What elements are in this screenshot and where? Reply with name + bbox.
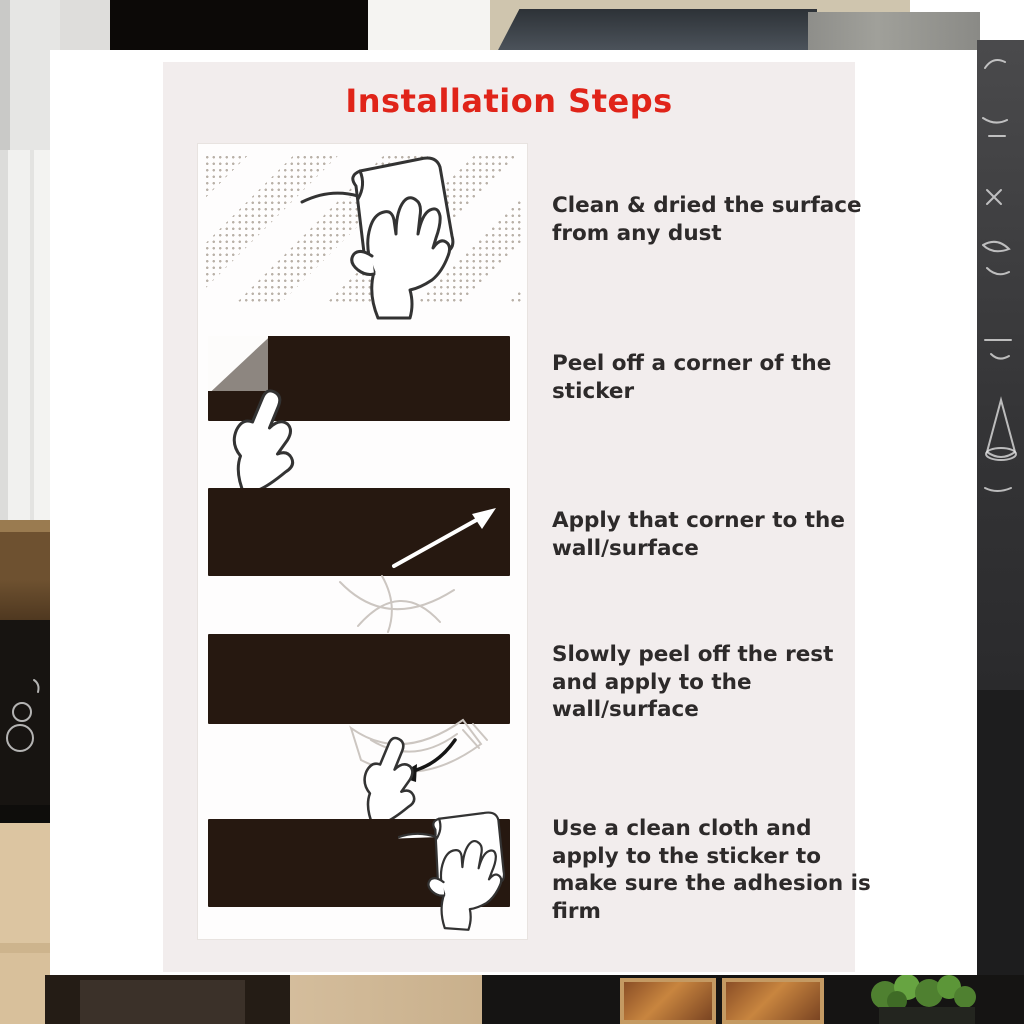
wipe-surface-icon xyxy=(298,152,473,320)
photo-concrete-wall xyxy=(808,12,980,52)
photo-plant xyxy=(845,975,995,1024)
photo-chalkboard-left xyxy=(0,620,50,805)
photo-dark-wall-right xyxy=(977,690,1024,980)
chalk-drawing xyxy=(0,620,50,805)
photo-picture-frame xyxy=(620,978,716,1024)
peel-corner-hand-icon xyxy=(204,372,319,497)
apply-direction-arrow xyxy=(388,496,506,572)
step-2-text: Peel off a corner of the sticker xyxy=(552,351,832,404)
photo-bottom-beige-cabinet xyxy=(290,975,482,1024)
page-title: Installation Steps xyxy=(345,82,673,120)
photo-lower-cabinet xyxy=(0,823,50,1024)
step-3-text: Apply that corner to the wall/surface xyxy=(552,508,845,561)
step-4-text: Slowly peel off the rest and apply to the wall/surface xyxy=(552,642,834,723)
press-cloth-icon xyxy=(398,806,523,936)
step-5-text: Use a clean cloth and apply to the sticker to make sure the adhesion is firm xyxy=(552,816,871,924)
photo-bottom-door-panel xyxy=(80,980,245,1024)
photo-left-pillar xyxy=(0,150,50,520)
photo-wood-shelf xyxy=(0,520,50,620)
photo-chalkboard-right xyxy=(977,40,1024,690)
step-1-text: Clean & dried the surface from any dust xyxy=(552,193,862,246)
sticker-strip xyxy=(208,634,510,724)
photo-range-hood xyxy=(497,9,817,52)
illustration-column xyxy=(197,143,528,940)
chalk-writing xyxy=(977,40,1024,690)
photo-countertop xyxy=(0,805,50,823)
photo-picture-frame xyxy=(722,978,824,1024)
